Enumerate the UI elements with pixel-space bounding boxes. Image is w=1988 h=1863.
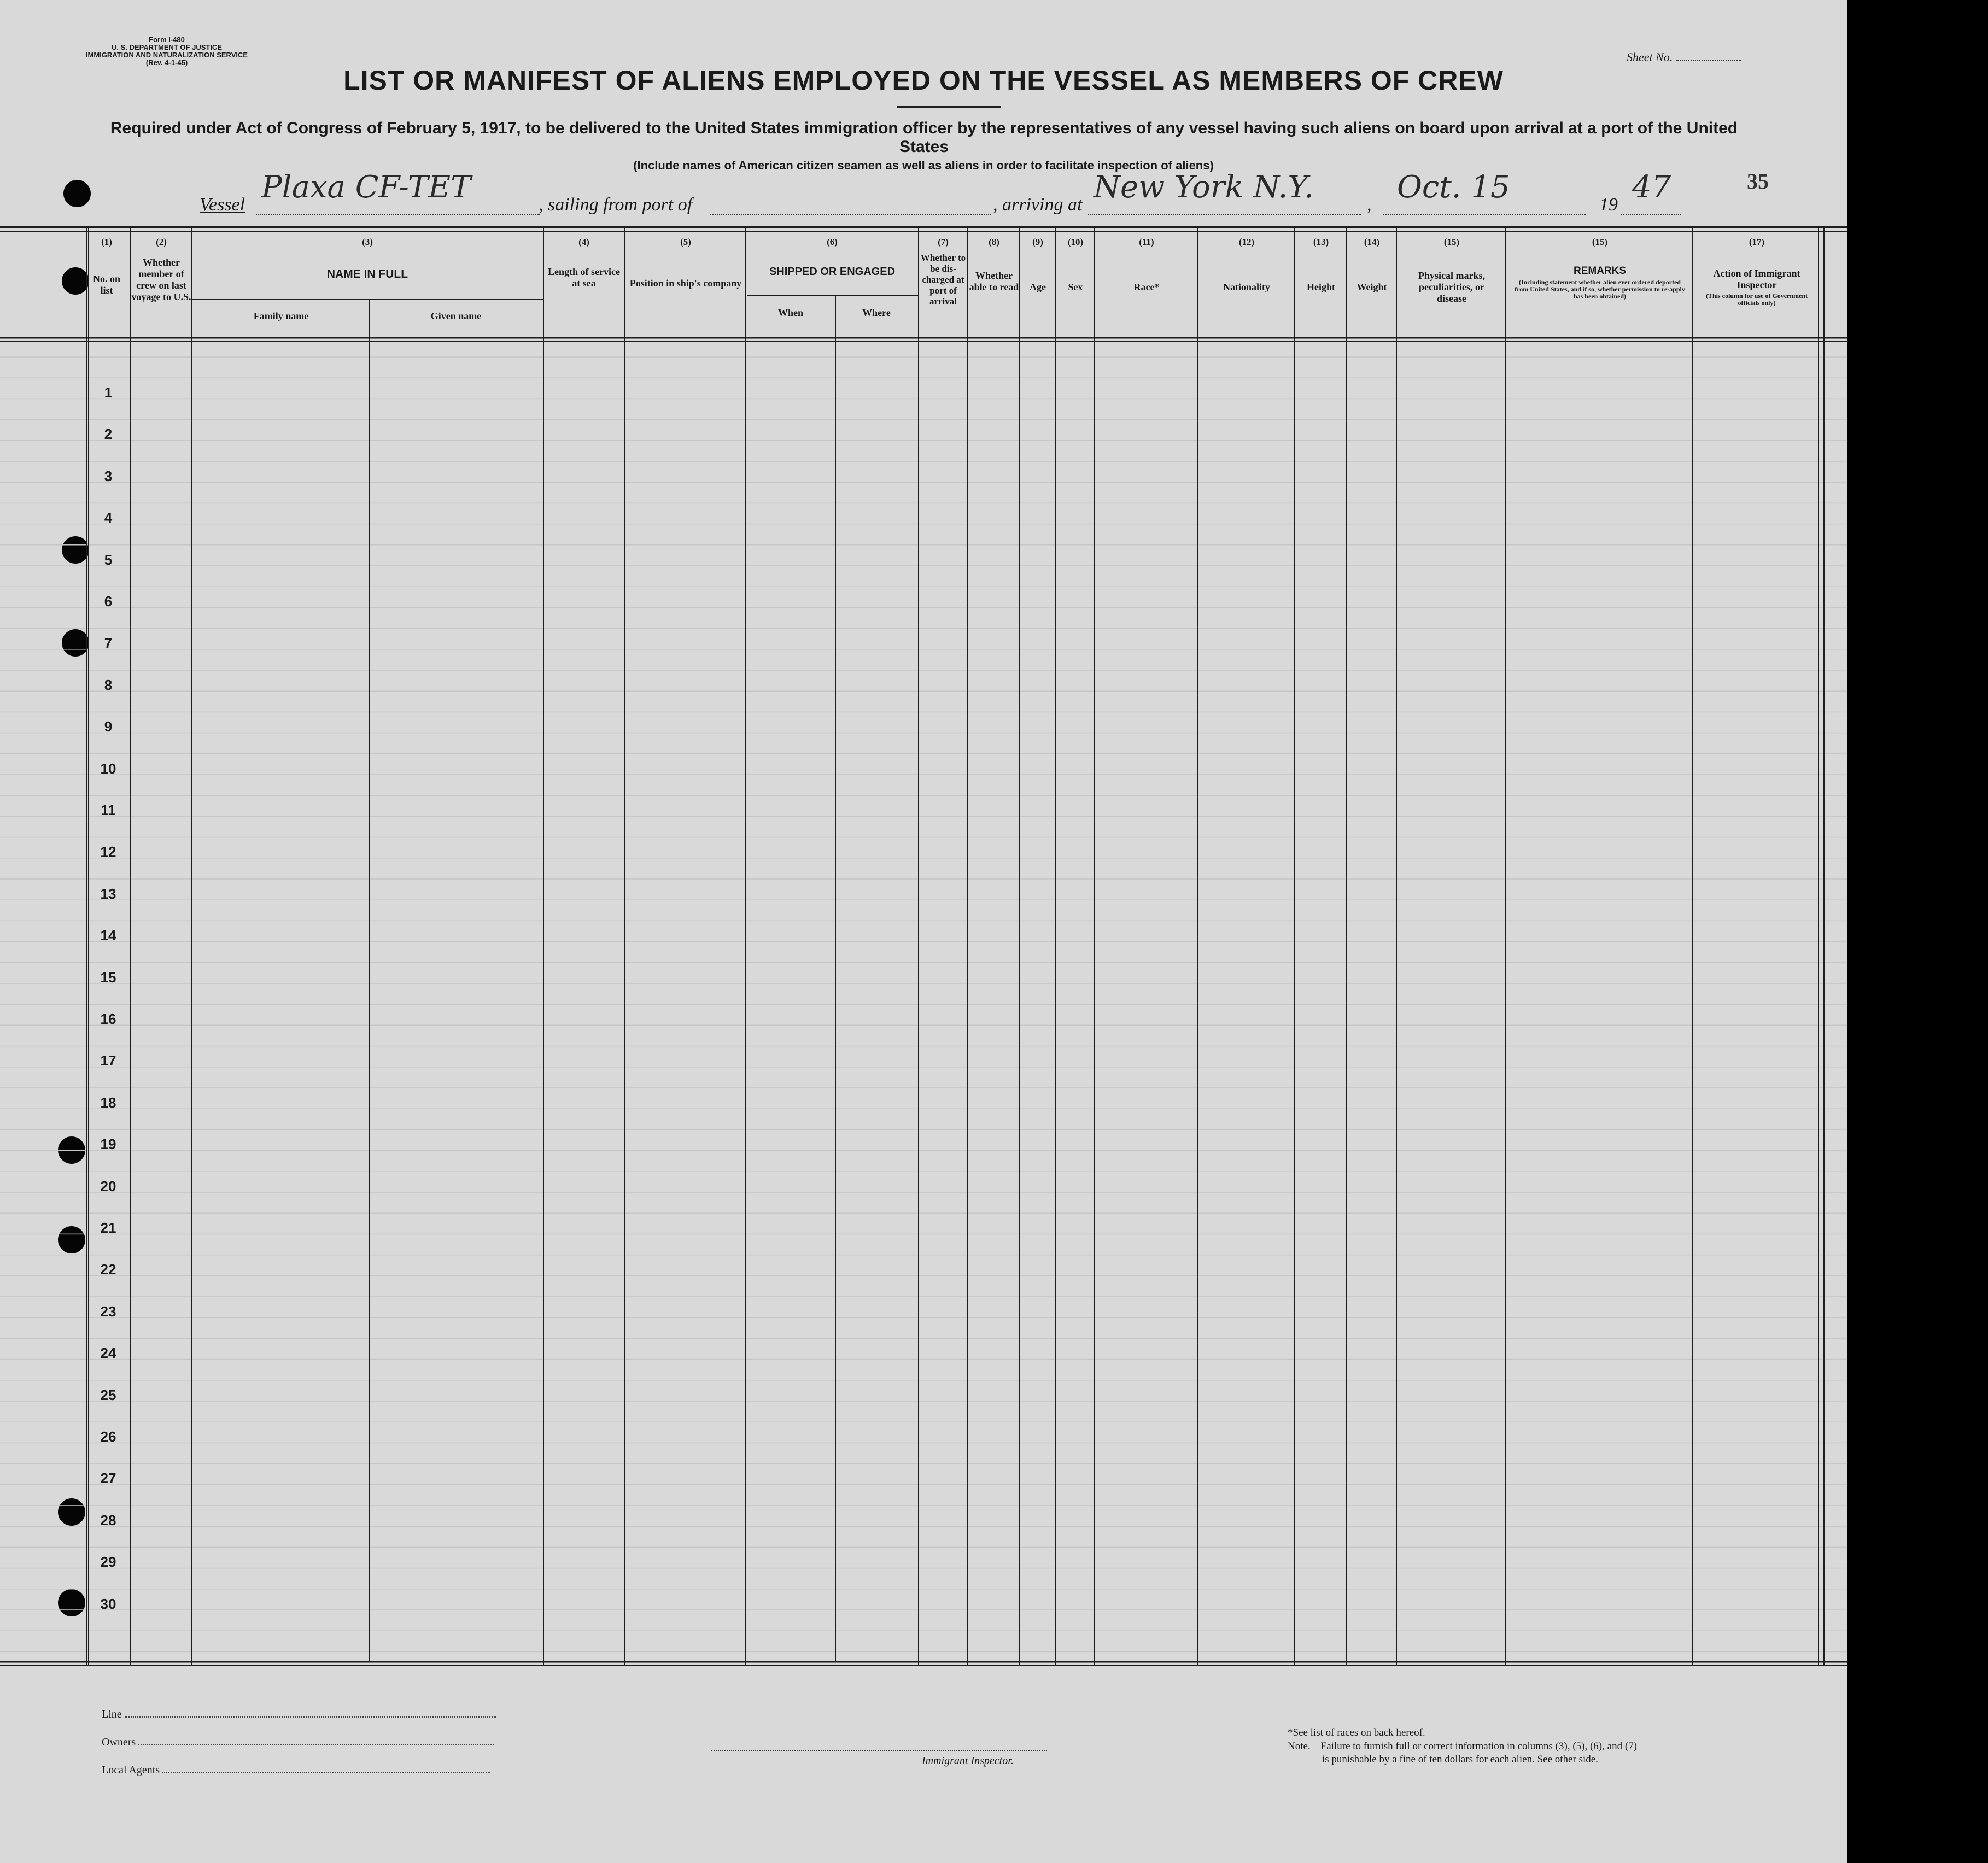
row-number: 3: [104, 467, 113, 484]
col4-number: (4): [578, 237, 589, 247]
row-number: 27: [100, 1470, 116, 1487]
col3-header: NAME IN FULL: [326, 268, 408, 280]
form-number: Form I-480: [149, 36, 185, 44]
arriving-label: , arriving at: [993, 195, 1083, 215]
row-number: 23: [100, 1303, 116, 1320]
inspector-signature-blank: [711, 1750, 1047, 1751]
footer-owners-label: Owners: [102, 1736, 136, 1748]
col11-number: (11): [1139, 237, 1154, 247]
penalty-note: Note.—Failure to furnish full or correct information in columns (3), (5), (6), and (7): [1288, 1741, 1637, 1752]
col10-number: (10): [1067, 237, 1084, 247]
col3-given-header: Given name: [430, 310, 482, 321]
col3-number: (3): [362, 237, 373, 247]
row-number: 6: [104, 593, 113, 610]
row-number: 7: [104, 635, 113, 652]
row-number: 5: [104, 551, 113, 568]
row-number: 25: [100, 1386, 116, 1403]
col17-header: Action of Immigrant Inspector: [1713, 268, 1800, 290]
col14-header: Weight: [1356, 282, 1387, 292]
col6-where-header: Where: [862, 307, 891, 318]
row-number: 18: [100, 1094, 116, 1111]
races-note: *See list of races on back hereof.: [1288, 1727, 1425, 1738]
col17-subheader: (This column for use of Government officials only): [1705, 292, 1808, 307]
footer-line: [102, 1708, 496, 1721]
arriving-value: New York N.Y.: [1094, 169, 1314, 205]
page-title: LIST OR MANIFEST OF ALIENS EMPLOYED ON THE VESSEL AS MEMBERS OF CREW: [343, 65, 1504, 96]
row-number: 14: [100, 927, 116, 944]
row-number: 17: [100, 1052, 116, 1069]
row-number: 19: [100, 1136, 116, 1153]
row-number: 28: [100, 1512, 116, 1528]
year-value: 47: [1632, 169, 1671, 205]
row-number: 26: [100, 1428, 116, 1445]
footer-agents-label: Local Agents: [102, 1764, 160, 1776]
include-note: (Include names of American citizen seamen as well as aliens in order to facilitate inspection of aliens): [633, 159, 1214, 172]
footer-line-blank: [125, 1716, 496, 1718]
col13-header: Height: [1307, 282, 1335, 292]
row-number: 24: [100, 1345, 116, 1362]
vessel-label: Vessel: [200, 195, 245, 215]
col5-header: Position in ship's company: [629, 278, 742, 289]
footer-agents: [102, 1764, 490, 1777]
row-number: 20: [100, 1177, 116, 1194]
inspector-label: Immigrant Inspector.: [922, 1755, 1014, 1767]
footer-line-label: Line: [102, 1708, 122, 1720]
revision: (Rev. 4-1-45): [145, 58, 188, 67]
col13-number: (13): [1313, 237, 1329, 247]
row-number: 21: [100, 1220, 116, 1236]
col2-header: Whether member of crew on last voyage to U.S.: [131, 257, 191, 302]
col16-number: (15): [1592, 237, 1608, 247]
row-number: 4: [104, 509, 113, 526]
row-number: 11: [101, 802, 116, 818]
col17-number: (17): [1749, 237, 1765, 247]
row-number: 8: [104, 676, 113, 693]
manifest-sheet: Form I-480 U. S. DEPARTMENT OF JUSTICE IMMIGRATION AND NATURALIZATION SERVICE (Rev. 4-1-45) Sheet No. LIST OR MANIFEST OF ALIENS EMPLOYED ON THE VESSEL AS MEMBERS OF CREW Required under Act of Congress of February 5, 1917, to be delivered to the United States immigration officer by the representatives of any vessel having such aliens on board upon arrival at a port of the United States (Include names of American citizen seamen as well as aliens in order to facilitate inspection of aliens) 35 Vessel Plaxa CF-TET , sailing from port of , arriving at New York N.Y. , Oct. 15 19 47 (1) No. on list (2) Whether member of crew on last voyage to U.S. (3) NAME IN FULL Family name Given name (4) Length of service at sea (5) Position in ship's company (6) SHIPPED OR ENGAGED When Where (7) Whether to be dis-charged at port of arrival (8) Whether able to read (9) Age (10) Sex (11) Race* (12) Nationality (13) Height (14) Weight (15) Physical marks, peculiarities, or disease (15) REMARKS (Including statement whether alien ever ordered deported from United States, and if so, whether permission to re-apply has been obtained) (17) Action of Immigrant Inspector (This column for use of Government officials only) 1 2 3 4 5 6 7 8 9 10 11 12 13 14 15 16 17 18 19 20 21 22 23 24 25 26 27 28 29 30 Line Owners Local Agents Immigrant Inspector. *See list of races on back hereof. Note.—Failure to furnish full or correct information in columns (3), (5), (6), and (7) is punishable by a fine of ten dollars for each alien. See other side.: [0, 0, 1847, 1863]
col12-number: (12): [1238, 237, 1255, 247]
col6-number: (6): [827, 237, 838, 247]
required-statement: Required under Act of Congress of February 5, 1917, to be delivered to the United States immigration officer by the representatives of any vessel having such aliens on board upon arrival at a port of the United States: [110, 119, 1738, 156]
row-number: 15: [100, 969, 116, 986]
col12-header: Nationality: [1223, 282, 1270, 292]
col8-header: Whether able to read: [969, 270, 1019, 292]
footer-owners: [102, 1736, 494, 1749]
col9-header: Age: [1030, 282, 1046, 292]
row-number: 10: [100, 760, 116, 777]
vessel-value: Plaxa CF-TET: [261, 169, 471, 205]
row-number: 29: [100, 1554, 116, 1571]
footer-agents-blank: [162, 1772, 490, 1773]
col16-subheader: (Including statement whether alien ever ordered deported from United States, and if so, whether permission to re-apply has been obtained): [1515, 278, 1685, 300]
row-number: 16: [100, 1011, 116, 1027]
row-number: 30: [100, 1595, 116, 1612]
footer-owners-blank: [138, 1744, 494, 1745]
date-value: Oct. 15: [1397, 169, 1510, 205]
col1-header: No. on list: [92, 273, 120, 296]
page-number: 35: [1747, 169, 1769, 194]
row-number: 9: [104, 718, 113, 735]
row-number: 12: [100, 843, 116, 860]
year-prefix: 19: [1599, 195, 1618, 215]
col10-header: Sex: [1068, 282, 1083, 292]
col11-header: Race*: [1133, 282, 1160, 292]
col6-when-header: When: [777, 307, 803, 318]
service: IMMIGRATION AND NATURALIZATION SERVICE: [85, 51, 248, 59]
col4-header: Length of service at sea: [548, 266, 620, 289]
col3-family-header: Family name: [253, 310, 309, 321]
col1-number: (1): [101, 237, 112, 247]
sailing-label: , sailing from port of: [539, 195, 693, 215]
col5-number: (5): [680, 237, 691, 247]
col2-number: (2): [156, 237, 167, 247]
sheet-number-label: Sheet No.: [1627, 50, 1673, 64]
col6-header: SHIPPED OR ENGAGED: [769, 266, 896, 278]
row-number: 22: [100, 1261, 116, 1278]
row-number: 2: [104, 426, 113, 443]
col9-number: (9): [1032, 237, 1043, 247]
col7-header: Whether to be dis-charged at port of arrival: [920, 253, 966, 307]
col15-header: Physical marks, peculiarities, or disease: [1418, 270, 1485, 304]
col14-number: (14): [1364, 237, 1380, 247]
department: U. S. DEPARTMENT OF JUSTICE: [112, 43, 222, 51]
row-number: 13: [100, 885, 116, 902]
col8-number: (8): [989, 237, 999, 247]
col15-number: (15): [1443, 237, 1460, 247]
row-number: 1: [104, 384, 113, 401]
col16-header: REMARKS: [1573, 265, 1627, 277]
penalty-note-continued: is punishable by a fine of ten dollars for each alien. See other side.: [1322, 1754, 1598, 1765]
col7-number: (7): [938, 237, 949, 247]
